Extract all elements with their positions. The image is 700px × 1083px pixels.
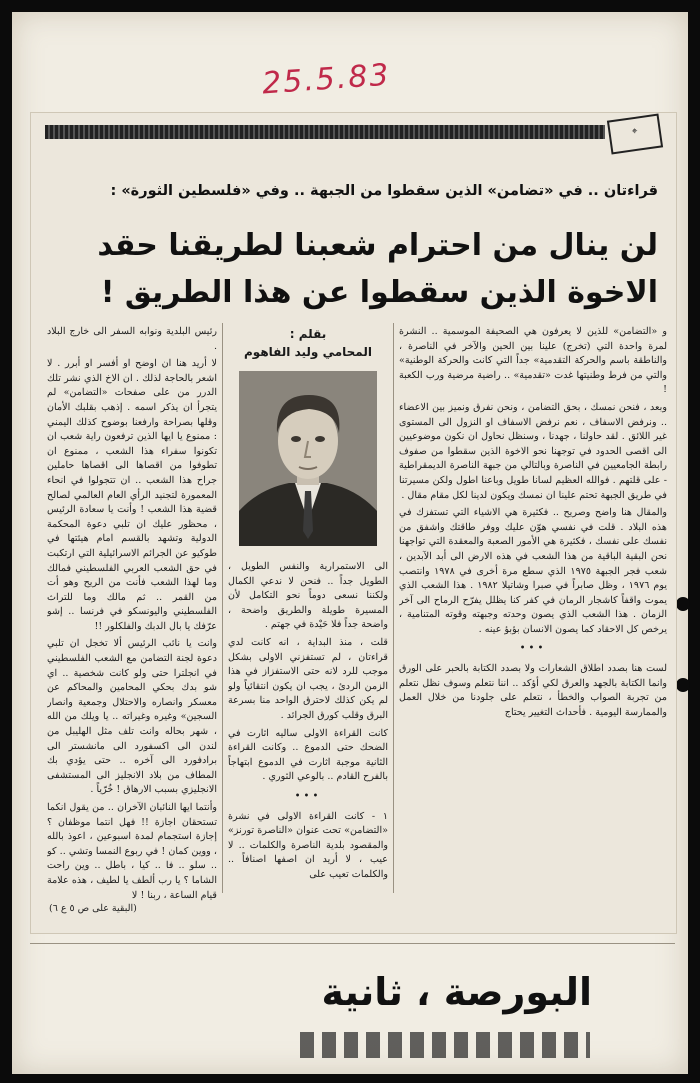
paragraph: لست هنا بصدد اطلاق الشعارات ولا بصدد الكتابة بالحبر على الورق وانما الكتابة بالجهد والعرق لكي أؤكد .. اننا نتعلم وسوف نظل نتعلم من تجربة الصواب والخطأ ، نتعلم على جلودنا من خلال العمل والممارسة اليومية . فأحداث التغيير يحتاج	[399, 663, 667, 718]
article-column-left	[47, 325, 217, 905]
paragraph: ١ - كانت القراءة الاولى في نشرة «التضامن» تحت عنوان «الناصرة تورنز» والمقصود بلدية الناصرة والكلمات .. لا عيب ، لا أريد ان اصفها اصنافاً .. والكلمات تعيب على	[228, 810, 388, 880]
author-photo	[239, 371, 377, 546]
clipping-bottom-rule	[30, 943, 675, 944]
article-column-middle	[228, 325, 388, 885]
paragraph: قلت ، منذ البداية ، انه كانت لدي قراءتان ، لم تستفزني الاولى بشكل موجب للرد لانه حتى الاستفزاز في هذا الزمن الردئ ، يجب ان يكون انتقائياً ولو لم يكن كذلك لاحترق الواحد منا بسرعة البرق وقلب كورق الجرائد .	[228, 636, 388, 721]
paragraph: وانت يا نائب الرئيس ألا تخجل ان تلبي دعوة لجنة التضامن مع الشعب الفلسطيني في انجلترا حتى ولو كانت شخصية .. اي شو بدك بحكي المحامين والمحاكم عن معسكر وانصاره والاحتلال وجمعية وانصار السجين» وغيره وغيراته .. يا ويلك من الله ، شهر بحاله وانت تلف مثل الهليبل من لندن الى اكسفورد الى مانشستر الى برادفورد الى آخره .. حتى يؤدي بك المطاف من بلاد الانجليز الى المستشفى الانجليزي بسبب الارهاق ! خُرّياً .	[47, 638, 217, 796]
cut-off-text	[300, 1032, 590, 1058]
byline	[228, 325, 388, 361]
paragraph: كانت القراءة الاولى ساليه اثارت في الضحك حتى الدموع .. وكانت القراءة الثانية موجبة اثارت في الدموع ابتهاجاً بالفرح القادم .. بالوعي الثوري .	[228, 727, 388, 783]
headline-line-2: الاخوة الذين سقطوا عن هذا الطريق !	[100, 275, 658, 310]
punch-hole	[676, 597, 690, 611]
header-rule	[45, 125, 605, 139]
headline-line-1: لن ينال من احترام شعبنا لطريقنا حقد	[97, 228, 658, 263]
section-separator: •••	[519, 643, 547, 655]
handwritten-date: 25.5.83	[260, 57, 392, 102]
paragraph: والمقال هنا واضح وصريح .. فكثيرة هي الاشياء التي تستفزك في هذه البلاد . قلت في نفسي هوّن عليك ووفر طاقتك واشفق من نفسك على نفسك ، فكثيرة هي الأمور الصعبة والمعقدة التي تواجهنا نحن البقية الباقية من هذا الشعب في هذه الارض الى أبد الآبدين ، شعب فجر الجبهة ١٩٧٥ الذي سطع مرة أخرى في ١٩٧٨ وانتصب يوم ١٩٧٦ ، وظل صابراً في صبرا وشاتيلا ١٩٨٢ . هذا الشعب الذي يموت واقفاً كاشجار الرمان في كفر كنا يظلل يفرّح الرماح الى آخر الزمان . هذا الشعب الذي يصون وحدته وجبهته وقوته المتنامية ، يرخص كل الاحقاد كما يصون الانسان بؤبؤ عينه .	[399, 507, 667, 635]
article-column-right	[399, 325, 667, 890]
byline-label: بقلم :	[289, 327, 327, 341]
punch-hole	[676, 678, 690, 692]
next-article-title: البورصة ، ثانية	[321, 970, 592, 1014]
paragraph: وبعد ، فنحن نمسك ، بحق التضامن ، ونحن نفرق ونميز بين الاعضاء .. ونرفض الاسفاف ، نعم نرفض الاسفاف او النزول الى المستوى غير اللائق . لقد حاولنا ، جهدنا ، وسنظل نحاول ان نكون موضوعيين الى اقصى الحدود في توجهنا نحو الاخوة الذين سقطوا من صفوف رابطة الجامعيين في الناصرة وبالتالي من جبهة الناصرة الديمقراطية - على قلتهم . فوالله العظيم لسانا طويل وباعنا اطول ولكن مسيرتنا في طريق الجبهة تحتم علينا ان نمسك ويكون لدينا لكل مقام مقال .	[399, 401, 667, 501]
continued-note: (البقية على ص ٥ ع ٦)	[49, 903, 137, 914]
column-divider	[222, 323, 223, 893]
kicker-line: قراءتان .. في «تضامن» الذين سقطوا من الجبهة .. وفي «فلسطين الثورة» :	[110, 183, 658, 199]
section-separator: •••	[294, 790, 322, 802]
paragraph: الى الاستمرارية والنفس الطويل ، الطويل جداً .. فنحن لا ندعي الكمال ولكننا نسعى دوماً نحو التكامل لأن المسيرة طويلة والطريق واضحة ، واضحة جداً فلا حَيْدة في جهتم .	[228, 561, 388, 631]
paragraph: لا أريد هنا ان اوضح او أفسر او أبرر . لا اشعر بالحاجة لذلك . ان الاخ الذي نشر تلك الدرر من على صفحات «التضامن» لم يتجرأ ان يذكر اسمه . إذهب بقلبك الأمان وقلها بصراحة وارفعنا بوضوح كذلك اليمني : ممنوع يا ايها الذين ترفعون راية شعب ان تكونوا سفراء هذا الشعب ، ممنوع ان تطوفوا من اقصاها الى اقصاها حاملين جراح هذا الشعب .. ان تتجولوا في انحاء المعمورة لتجنيد الرأي العام العالمي لصالح قضية هذا الشعب ! وأنت يا سعادة الرئيس ، محظور عليك ان تلبي دعوة المحكمة الدولية وتشهد بالقسم امام هيئتها في طوكيو عن الجرائم الاسرائيلية التي ارتكبت في حق الشعب العربي الفلسطيني فمالك وما لهذا الشعب فأنت من الريح وهو أت من القمر .. ثم مالك وما للتراث الفلسطيني واليونسكو في فرنسا .. إشو عرّفك يا بال الدبك والفلكلور !!	[47, 358, 217, 632]
paragraph: رئيس البلدية ونوابه السفر الى خارج البلاد .	[47, 326, 217, 352]
paragraph: وأنتما ايها النائبان الآخران .. من يقول انكما تستحقان اجازة !! فهل انتما موظفان ؟ إجازة استجمام لمدة اسبوعين ، اعوذ بالله ، ووين كمان ! في ربوع النمسا وتشي .. كو .. سلو .. فا .. كيا ، باطل .. وين راحت الشاما ؟ يا رب ألطف يا لطيف ، هذه علامة قيام الساعة ، ربنا ! لا	[47, 802, 217, 901]
newspaper-clipping	[30, 112, 677, 934]
paragraph: و «التضامن» للذين لا يعرفون هي الصحيفة الموسمية .. النشرة لمرة واحدة التي (تخرج) علينا بين الحين والآخر في الناصرة ، والناطقة باسم والحركة التقدمية» جداً التي كانت والحركة الوطنية» والتي من فرط وطنيتها غدت «تقدمية» .. راضية مرضية ورب الكعبة !	[399, 326, 667, 396]
column-divider	[393, 323, 394, 893]
byline-author: المحامي وليد الفاهوم	[244, 345, 372, 359]
section-logo: ⌖	[607, 114, 663, 155]
